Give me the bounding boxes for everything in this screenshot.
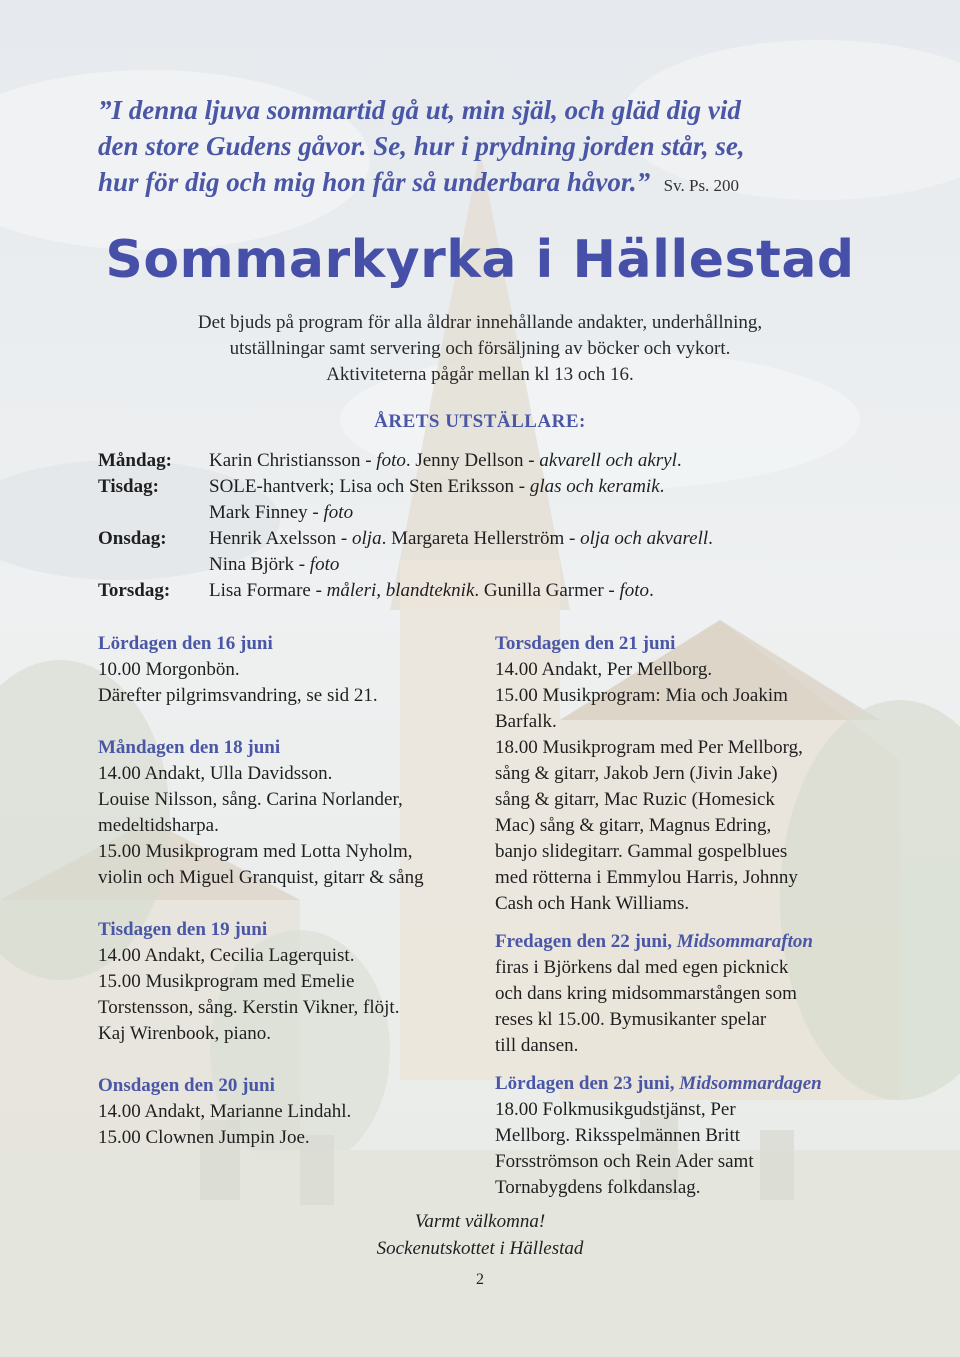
- hymn-verse: [98, 92, 878, 204]
- exhibitor-row: [98, 552, 918, 578]
- schedule-line: 15.00 Musikprogram med Lotta Nyholm,: [98, 841, 413, 862]
- schedule-line: Kaj Wirenbook, piano.: [98, 1023, 272, 1044]
- exhibitor-names: Lisa Formare - måleri, blandteknik. Gunilla Garmer - foto.: [209, 580, 654, 601]
- left-schedule-column: [98, 631, 478, 1151]
- schedule-line: Tornabygdens folkdanslag.: [495, 1177, 701, 1198]
- page-number: 2: [476, 1271, 484, 1288]
- exhibitor-names: Karin Christiansson - foto. Jenny Dellson - akvarell och akryl.: [209, 450, 682, 471]
- exhibitor-row: [98, 578, 918, 604]
- schedule-line: 14.00 Andakt, Ulla Davidsson.: [98, 763, 333, 784]
- schedule-line: med rötterna i Emmylou Harris, Johnny: [495, 867, 798, 888]
- intro-line-1: Det bjuds på program för alla åldrar innehållande andakter, underhållning,: [197, 312, 763, 333]
- exhibitors-heading: ÅRETS UTSTÄLLARE:: [374, 411, 586, 432]
- schedule-line: Torstensson, sång. Kerstin Vikner, flöjt.: [98, 997, 400, 1018]
- signature-text: Sockenutskottet i Hällestad: [376, 1238, 584, 1259]
- schedule-line: reses kl 15.00. Bymusikanter spelar: [495, 1009, 767, 1030]
- schedule-day: [98, 917, 478, 1047]
- exhibitor-names: Henrik Axelsson - olja. Margareta Hellerström - olja och akvarell.: [209, 528, 713, 549]
- exhibitor-day: Tisdag:: [98, 476, 159, 497]
- schedule-line: och dans kring midsommarstången som: [495, 983, 797, 1004]
- schedule-day: [98, 735, 478, 891]
- exhibitor-day: Onsdag:: [98, 528, 167, 549]
- schedule-line: 15.00 Clownen Jumpin Joe.: [98, 1127, 310, 1148]
- schedule-line: Därefter pilgrimsvandring, se sid 21.: [98, 685, 378, 706]
- intro-line-3: Aktiviteterna pågår mellan kl 13 och 16.: [326, 364, 634, 385]
- hymn-reference: Sv. Ps. 200: [663, 176, 740, 195]
- schedule-day: [98, 1073, 478, 1151]
- exhibitor-names: SOLE-hantverk; Lisa och Sten Eriksson - glas och keramik.: [209, 476, 665, 497]
- schedule-line: medeltidsharpa.: [98, 815, 219, 836]
- verse-line-2: den store Gudens gåvor. Se, hur i prydning jorden står, se,: [98, 131, 745, 161]
- schedule-line: 14.00 Andakt, Per Mellborg.: [495, 659, 713, 680]
- schedule-line: 14.00 Andakt, Cecilia Lagerquist.: [98, 945, 355, 966]
- schedule-line: sång & gitarr, Mac Ruzic (Homesick: [495, 789, 775, 810]
- exhibitor-row: [98, 448, 918, 474]
- schedule-day: [495, 929, 875, 1059]
- verse-line-3: hur för dig och mig hon får så underbara håvor.” Sv. Ps. 200: [98, 167, 740, 197]
- verse-line-1: ”I denna ljuva sommartid gå ut, min själ, och gläd dig vid: [98, 95, 741, 125]
- schedule-line: Barfalk.: [495, 711, 557, 732]
- schedule-day-heading: Lördagen den 23 juni, Midsommardagen: [495, 1073, 822, 1094]
- exhibitor-day: Måndag:: [98, 450, 172, 471]
- schedule-line: Forsströmson och Rein Ader samt: [495, 1151, 754, 1172]
- exhibitor-day: Torsdag:: [98, 580, 171, 601]
- schedule-line: Mac) sång & gitarr, Magnus Edring,: [495, 815, 772, 836]
- schedule-line: sång & gitarr, Jakob Jern (Jivin Jake): [495, 763, 778, 784]
- schedule-line: Cash och Hank Williams.: [495, 893, 690, 914]
- schedule-line: 15.00 Musikprogram med Emelie: [98, 971, 355, 992]
- schedule-day-heading: Måndagen den 18 juni: [98, 737, 281, 758]
- schedule-day-heading: Onsdagen den 20 juni: [98, 1075, 275, 1096]
- welcome-text: Varmt välkomna!: [414, 1211, 546, 1232]
- intro-line-2: utställningar samt servering och försäljning av böcker och vykort.: [229, 338, 731, 359]
- schedule-line: 14.00 Andakt, Marianne Lindahl.: [98, 1101, 352, 1122]
- schedule-day-heading: Torsdagen den 21 juni: [495, 633, 676, 654]
- exhibitor-names: Mark Finney - foto: [209, 502, 354, 523]
- right-schedule-column: [495, 631, 875, 1201]
- schedule-line: 18.00 Musikprogram med Per Mellborg,: [495, 737, 803, 758]
- exhibitor-row: [98, 500, 918, 526]
- schedule-line: 18.00 Folkmusikgudstjänst, Per: [495, 1099, 736, 1120]
- exhibitor-names: Nina Björk - foto: [209, 554, 340, 575]
- schedule-line: Mellborg. Riksspelmännen Britt: [495, 1125, 741, 1146]
- page-title: Sommarkyrka i Hällestad: [105, 230, 855, 290]
- schedule-line: banjo slidegitarr. Gammal gospelblues: [495, 841, 788, 862]
- exhibitor-row: [98, 526, 918, 552]
- schedule-line: violin och Miguel Granquist, gitarr & sång: [98, 867, 424, 888]
- exhibitor-row: [98, 474, 918, 500]
- schedule-line: till dansen.: [495, 1035, 579, 1056]
- schedule-line: 10.00 Morgonbön.: [98, 659, 240, 680]
- schedule-day-heading: Tisdagen den 19 juni: [98, 919, 268, 940]
- schedule-line: firas i Björkens dal med egen picknick: [495, 957, 789, 978]
- schedule-day-heading: Lördagen den 16 juni: [98, 633, 273, 654]
- schedule-day-heading: Fredagen den 22 juni, Midsommarafton: [495, 931, 813, 952]
- closing-greeting: [0, 1208, 960, 1262]
- schedule-day: [495, 631, 875, 917]
- schedule-day: [495, 1071, 875, 1201]
- schedule-day: [98, 631, 478, 709]
- schedule-line: 15.00 Musikprogram: Mia och Joakim: [495, 685, 788, 706]
- intro-text: [0, 310, 960, 388]
- schedule-line: Louise Nilsson, sång. Carina Norlander,: [98, 789, 403, 810]
